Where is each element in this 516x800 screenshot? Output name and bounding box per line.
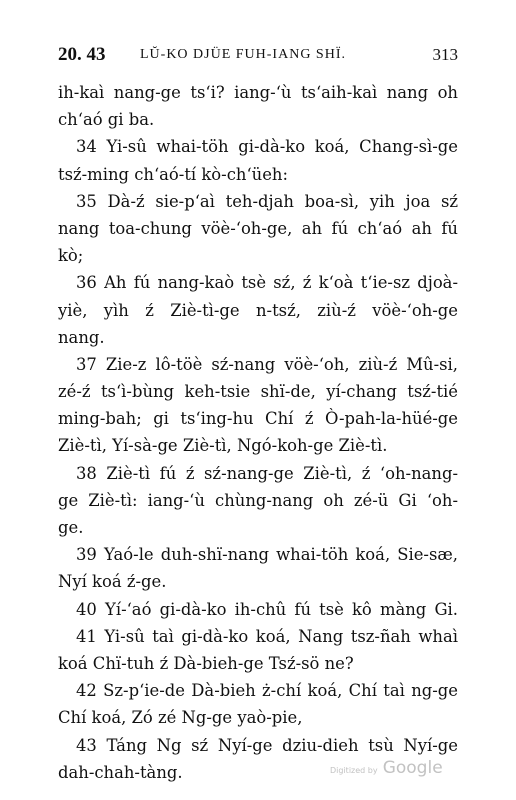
text-line: dah-chah-tàng. bbox=[58, 762, 183, 782]
verse-line: 43 Táng Ng sź Nyí-ge dziu-dieh tsù Nyí-ge bbox=[76, 735, 458, 755]
verse-line: 38 Ziè-tì fú ź sź-nang-ge Ziè-tì, ź ‘oh-nang- bbox=[76, 463, 458, 483]
chapter-verse-reference: 20. 43 bbox=[58, 44, 106, 65]
text-line: kò; bbox=[58, 246, 84, 266]
text-line: zé-ź ts‘ì-bùng keh-tsie shï-de, yí-chang tsź-tié bbox=[58, 382, 458, 402]
running-title: LŬ-KO DJÜE FUH-IANG SHÏ. bbox=[140, 47, 346, 62]
verse-line: 35 Dà-ź sie-p‘aì teh-djah boa-sì, yih joa sź bbox=[76, 191, 458, 211]
text-line: koá Chï-tuh ź Dà-bieh-ge Tsź-sö ne? bbox=[58, 653, 354, 673]
verse-line: 37 Zie-z lô-töè sź-nang vöè-‘oh, ziù-ź Mû-si, bbox=[76, 354, 458, 374]
text-line: yiè, yìh ź Ziè-tì-ge n-tsź, ziù-ź vöè-‘oh-ge bbox=[58, 300, 458, 320]
verse-line: 40 Yí-‘aó gi-dà-ko ih-chû fú tsè kô màng Gi. bbox=[76, 599, 458, 619]
verse-line: 42 Sz-p‘ie-de Dà-bieh ż-chí koá, Chí taì ng-ge bbox=[76, 681, 458, 701]
verse-line: 39 Yaó-le duh-shï-nang whai-töh koá, Sie-sæ, bbox=[76, 545, 458, 565]
verse-line: 41 Yi-sû taì gi-dà-ko koá, Nang tsz-ñah whaì bbox=[76, 626, 458, 646]
text-line: Chí koá, Zó zé Ng-ge yaò-pie, bbox=[58, 708, 303, 728]
text-line: ge Ziè-tì: iang-‘ù chùng-nang oh zé-ü Gi ‘oh- bbox=[58, 490, 458, 510]
text-line: ming-bah; gi ts‘ing-hu Chí ź Ò-pah-la-hüé-ge bbox=[58, 409, 458, 429]
page-number: 313 bbox=[432, 45, 458, 64]
text-line: ih-kaì nang-ge ts‘i? iang-‘ù ts‘aih-kaì nang oh bbox=[58, 83, 458, 102]
verse-line: 36 Ah fú nang-kaò tsè sź, ź k‘oà t‘ie-sz djoà- bbox=[76, 273, 458, 293]
running-header bbox=[58, 44, 458, 68]
text-line: Ziè-tì, Yí-sà-ge Ziè-tì, Ngó-koh-ge Ziè-tì. bbox=[58, 436, 388, 456]
verse-line: 34 Yi-sû whai-töh gi-dà-ko koá, Chang-sì-ge bbox=[76, 137, 458, 157]
text-line: tsź-ming ch‘aó-tí kò-ch‘üeh: bbox=[58, 164, 288, 184]
watermark-brand: Google bbox=[382, 758, 443, 778]
text-line: ch‘aó gi ba. bbox=[58, 110, 155, 130]
watermark-prefix: Digitized by bbox=[330, 766, 378, 775]
text-block bbox=[58, 79, 458, 786]
digitized-watermark bbox=[330, 758, 443, 778]
text-line: nang. bbox=[58, 327, 105, 347]
text-line: nang toa-chung vöè-‘oh-ge, ah fú ch‘aó ah fú bbox=[58, 218, 458, 238]
text-line: ge. bbox=[58, 518, 84, 537]
text-line: Nyí koá ź-ge. bbox=[58, 572, 167, 592]
